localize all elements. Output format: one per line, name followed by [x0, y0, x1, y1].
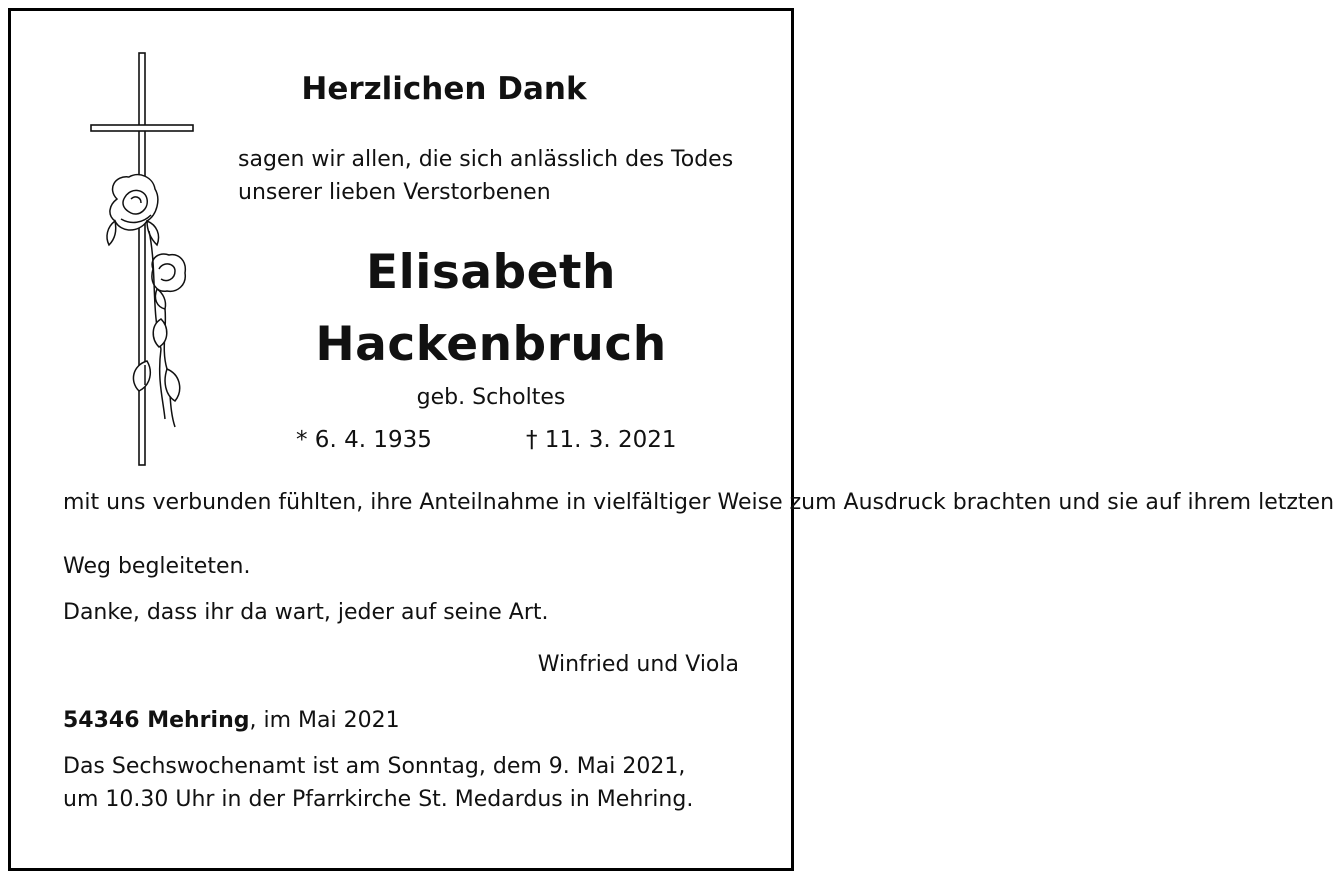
first-name: Elisabeth — [366, 245, 616, 300]
mass-info-line-2: um 10.30 Uhr in der Pfarrkirche St. Medardus in Mehring. — [63, 787, 694, 812]
signature: Winfried und Viola — [537, 652, 739, 677]
maiden-name: geb. Scholtes — [416, 385, 566, 410]
intro-line-2: unserer lieben Verstorbenen — [238, 180, 551, 205]
body-text-end: Weg begleiteten. — [63, 554, 251, 579]
mass-info-line-1: Das Sechswochenamt ist am Sonntag, dem 9. Mai 2021, — [63, 754, 686, 779]
body-text: mit uns verbunden fühlten, ihre Anteilnahme in vielfältiger Weise zum Ausdruck brachten und sie auf ihrem letzten — [63, 490, 1334, 515]
death-date: † 11. 3. 2021 — [526, 427, 677, 453]
birth-date: * 6. 4. 1935 — [296, 427, 432, 453]
intro-line-1: sagen wir allen, die sich anlässlich des Todes — [238, 147, 734, 172]
place-date — [63, 708, 400, 733]
place-date-rest: , im Mai 2021 — [249, 708, 400, 733]
place-name: 54346 Mehring — [63, 708, 250, 733]
obituary-card — [8, 8, 1334, 871]
thanks-line: Danke, dass ihr da wart, jeder auf seine Art. — [63, 600, 549, 625]
cross-with-roses-icon — [87, 49, 197, 469]
last-name: Hackenbruch — [315, 317, 667, 372]
heading: Herzlichen Dank — [301, 71, 587, 107]
